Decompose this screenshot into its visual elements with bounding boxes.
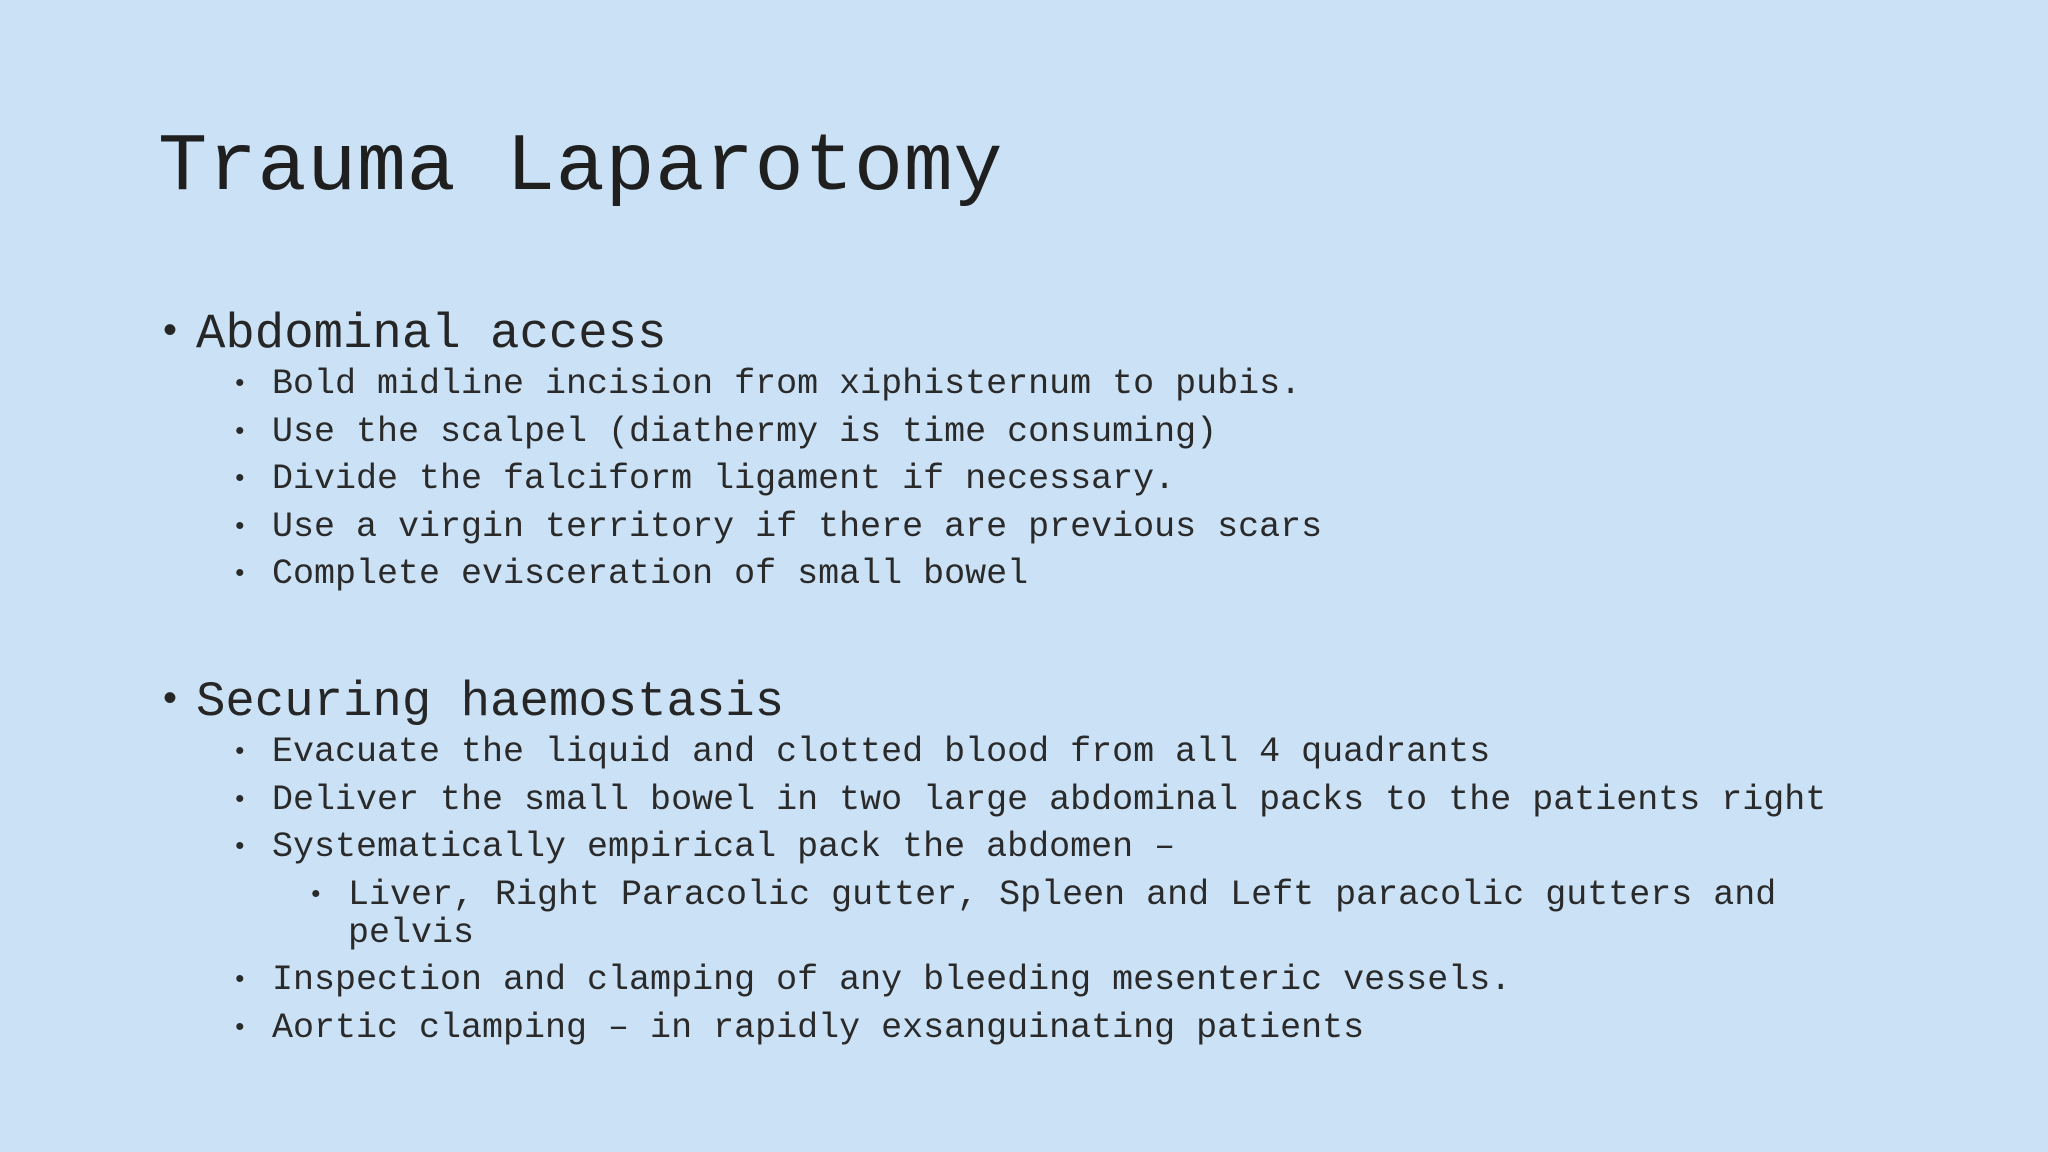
section-heading bbox=[150, 674, 1870, 730]
bullet-icon: • bbox=[232, 965, 248, 995]
list-item bbox=[150, 555, 1870, 593]
list-item-text: Evacuate the liquid and clotted blood from all 4 quadrants bbox=[272, 732, 1491, 772]
list-item-text: Bold midline incision from xiphisternum to pubis. bbox=[272, 364, 1302, 404]
list-item-text: Inspection and clamping of any bleeding mesenteric vessels. bbox=[272, 960, 1512, 1000]
list-item-text: Complete evisceration of small bowel bbox=[272, 554, 1029, 594]
sub-list-item bbox=[150, 876, 1870, 952]
list-item-text: Systematically empirical pack the abdomen – bbox=[272, 827, 1176, 867]
list-item-text: Use the scalpel (diathermy is time consuming) bbox=[272, 411, 1218, 452]
bullet-icon: • bbox=[232, 511, 248, 542]
list-item bbox=[150, 460, 1870, 498]
bullet-icon: • bbox=[158, 311, 183, 356]
list-item bbox=[150, 1009, 1870, 1047]
bullet-icon: • bbox=[232, 464, 248, 494]
bullet-icon: • bbox=[308, 879, 324, 910]
list-item bbox=[150, 733, 1870, 771]
list-item-text: Divide the falciform ligament if necessary. bbox=[272, 459, 1176, 499]
bullet-icon: • bbox=[232, 1012, 248, 1043]
section-abdominal-access bbox=[150, 306, 1870, 603]
slide-title: Trauma Laparotomy bbox=[158, 121, 1004, 214]
bullet-icon: • bbox=[232, 737, 248, 767]
list-item-text: Use a virgin territory if there are previous scars bbox=[272, 506, 1323, 547]
list-item bbox=[150, 828, 1870, 866]
bullet-icon: • bbox=[232, 369, 248, 399]
bullet-icon: • bbox=[158, 679, 183, 724]
list-item-text: Deliver the small bowel in two large abdominal packs to the patients right bbox=[272, 779, 1827, 820]
list-item bbox=[150, 781, 1870, 819]
section-securing-haemostasis bbox=[150, 674, 1870, 1056]
list-item-text: Liver, Right Paracolic gutter, Spleen and Left paracolic gutters and pelvis bbox=[348, 874, 1777, 953]
bullet-icon: • bbox=[232, 416, 248, 447]
bullet-icon: • bbox=[232, 784, 248, 815]
bullet-list bbox=[150, 365, 1870, 593]
section-heading-text: Abdominal access bbox=[196, 306, 667, 362]
list-item bbox=[150, 365, 1870, 403]
bullet-icon: • bbox=[232, 832, 248, 862]
section-heading-text: Securing haemostasis bbox=[196, 674, 785, 730]
section-heading bbox=[150, 306, 1870, 362]
list-item bbox=[150, 961, 1870, 999]
list-item-text: Aortic clamping – in rapidly exsanguinating patients bbox=[272, 1007, 1365, 1048]
list-item bbox=[150, 508, 1870, 546]
bullet-icon: • bbox=[232, 559, 248, 589]
bullet-list bbox=[150, 733, 1870, 1047]
list-item bbox=[150, 413, 1870, 451]
